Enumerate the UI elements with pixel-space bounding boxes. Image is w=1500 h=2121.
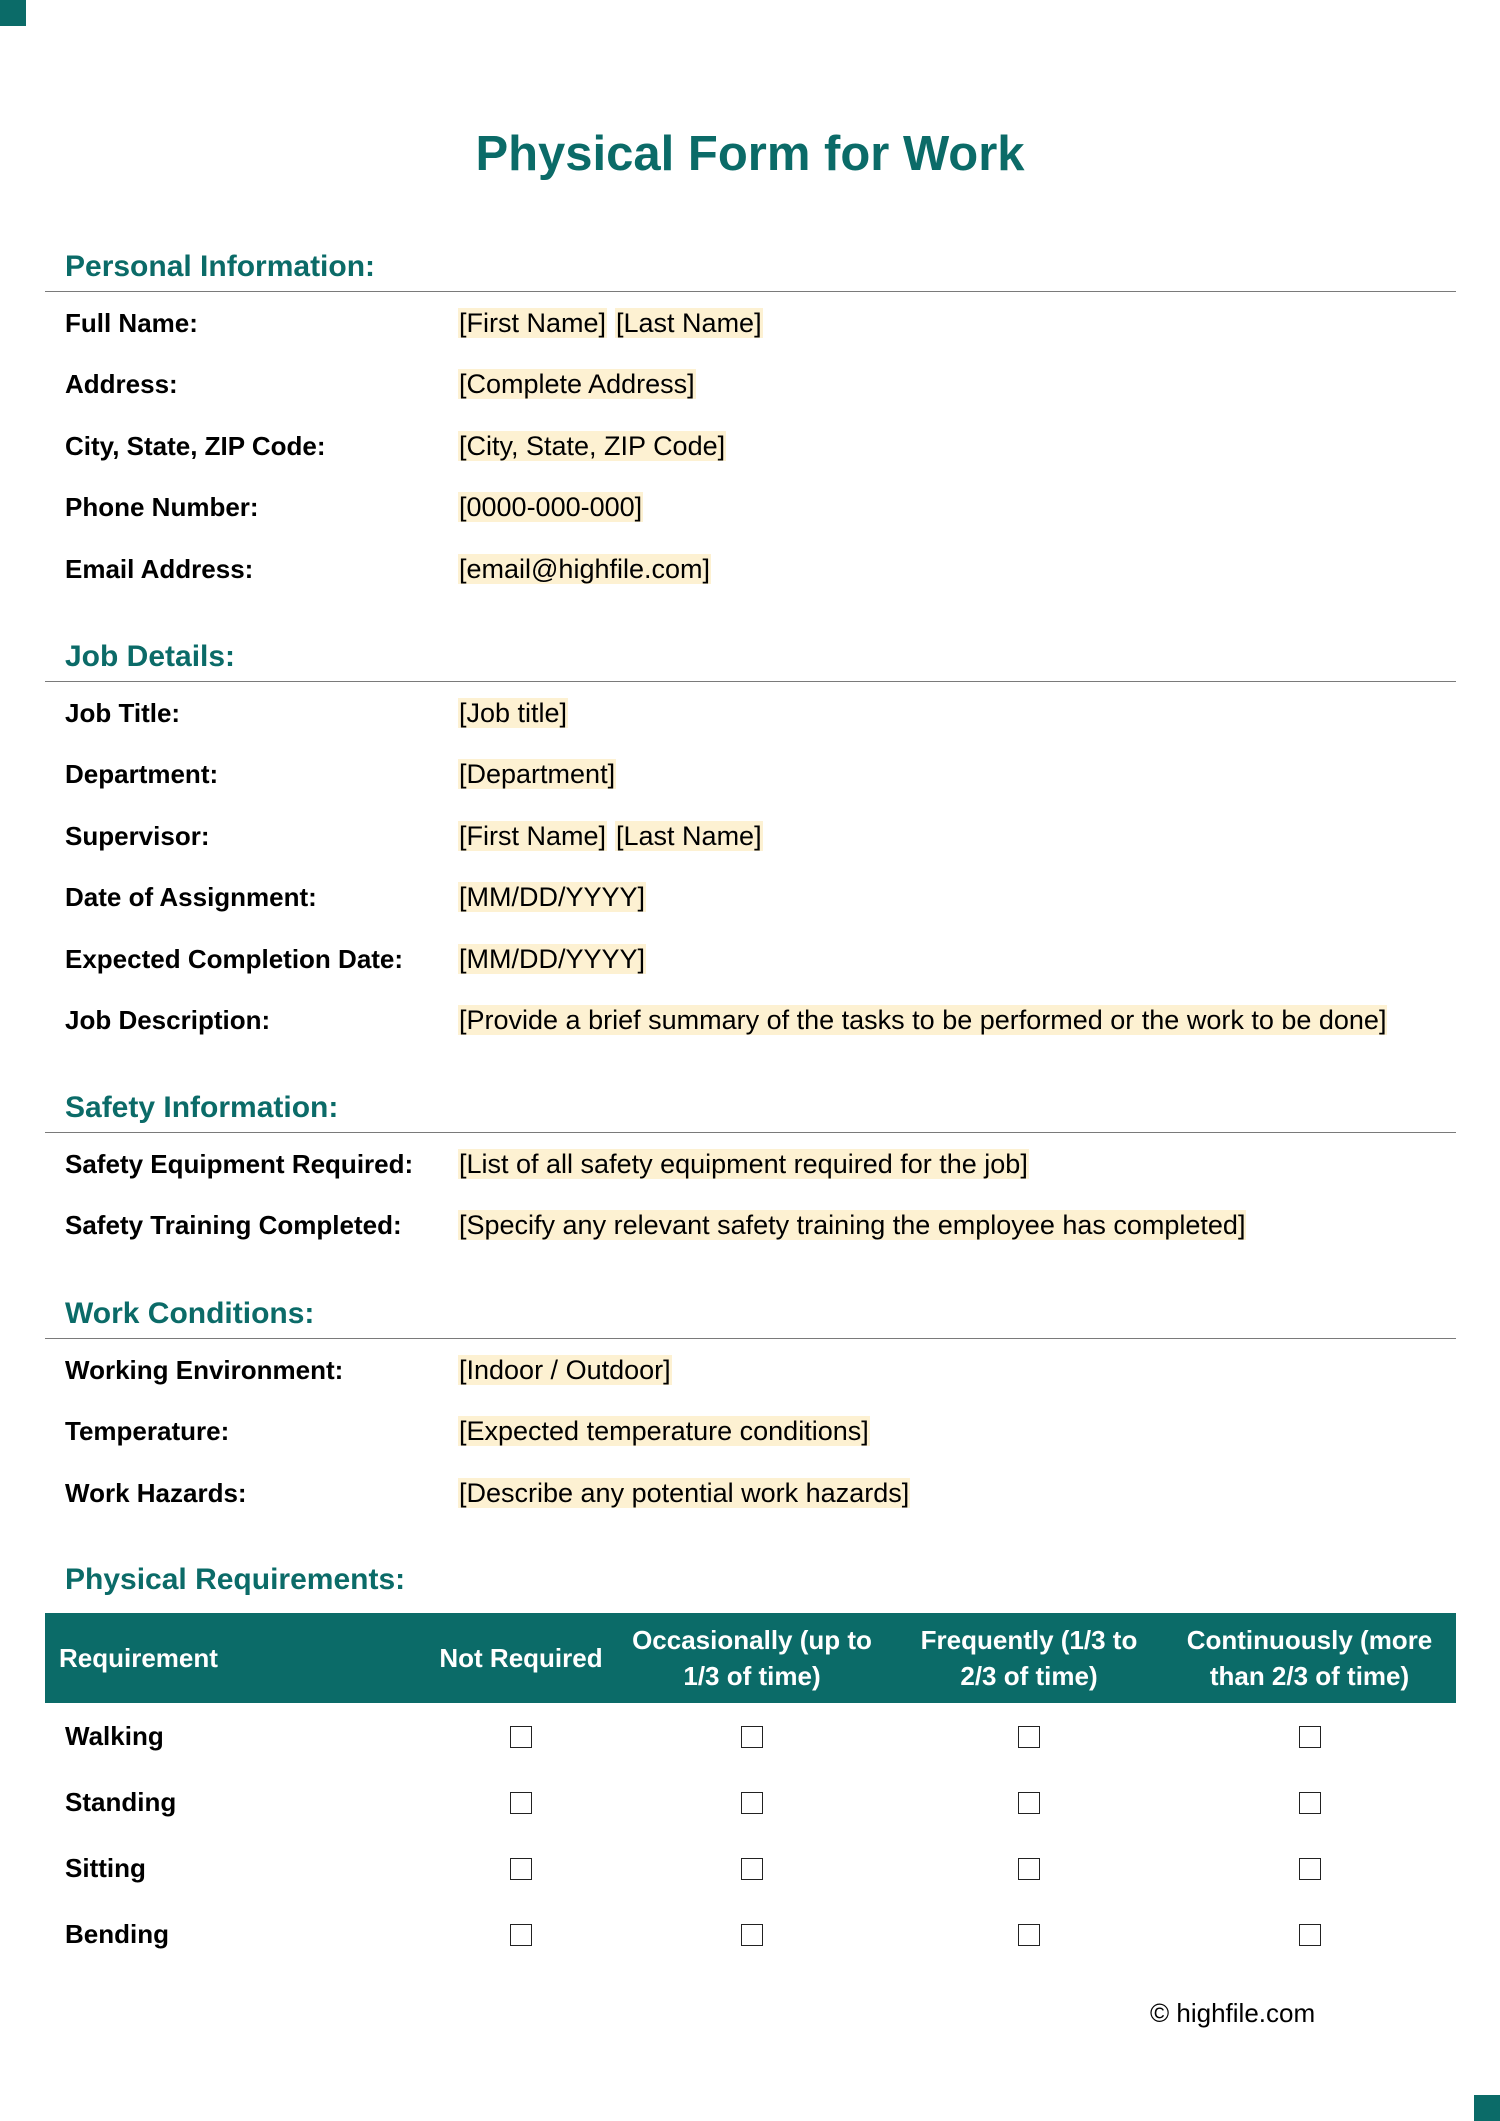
requirement-name: Walking xyxy=(65,1720,164,1751)
section-heading: Work Conditions: xyxy=(45,1290,1456,1339)
table-row xyxy=(45,1901,1456,1967)
safety-training-field[interactable]: [Specify any relevant safety training the employee has completed] xyxy=(459,1210,1246,1241)
job-description-field[interactable]: [Provide a brief summary of the tasks to be performed or the work to be done] xyxy=(459,1004,1387,1035)
field-supervisor xyxy=(45,805,1456,866)
physical-requirements-table xyxy=(45,1613,1456,1967)
requirement-name: Standing xyxy=(65,1786,177,1817)
working-environment-field[interactable]: [Indoor / Outdoor] xyxy=(459,1355,671,1385)
field-job-description xyxy=(45,989,1456,1050)
checkbox-walking-not-required[interactable] xyxy=(510,1726,532,1748)
field-label: Job Title: xyxy=(65,698,181,728)
field-city-state-zip xyxy=(45,415,1456,476)
work-hazards-field[interactable]: [Describe any potential work hazards] xyxy=(459,1477,910,1508)
phone-field[interactable]: [0000-000-000] xyxy=(459,492,643,523)
page-title: Physical Form for Work xyxy=(475,127,1025,181)
field-temperature xyxy=(45,1400,1456,1461)
first-name-field[interactable]: [First Name] xyxy=(459,308,607,338)
department-field[interactable]: [Department] xyxy=(459,759,616,790)
checkbox-standing-occasionally[interactable] xyxy=(741,1792,763,1814)
checkbox-walking-frequently[interactable] xyxy=(1018,1726,1040,1748)
section-work-conditions xyxy=(45,1290,1456,1523)
job-title-field[interactable]: [Job title] xyxy=(459,698,568,728)
assignment-date-field[interactable]: [MM/DD/YYYY] xyxy=(459,882,646,913)
checkbox-bending-occasionally[interactable] xyxy=(741,1924,763,1946)
table-row xyxy=(45,1703,1456,1769)
section-heading: Safety Information: xyxy=(45,1084,1456,1133)
field-department xyxy=(45,743,1456,804)
field-job-title xyxy=(45,682,1456,743)
checkbox-bending-continuously[interactable] xyxy=(1299,1924,1321,1946)
field-work-hazards xyxy=(45,1462,1456,1523)
column-header-occasionally: Occasionally (up to 1/3 of time) xyxy=(609,1613,895,1703)
checkbox-sitting-continuously[interactable] xyxy=(1299,1858,1321,1880)
table-row xyxy=(45,1769,1456,1835)
last-name-field[interactable]: [Last Name] xyxy=(616,308,762,338)
safety-equipment-field[interactable]: [List of all safety equipment required for the job] xyxy=(459,1149,1028,1179)
checkbox-walking-occasionally[interactable] xyxy=(741,1726,763,1748)
field-working-environment xyxy=(45,1339,1456,1400)
email-field[interactable]: [email@highfile.com] xyxy=(459,553,711,584)
field-label: City, State, ZIP Code: xyxy=(65,430,326,461)
requirement-name: Sitting xyxy=(65,1852,146,1883)
field-phone xyxy=(45,476,1456,537)
section-job-details xyxy=(45,633,1456,1050)
checkbox-standing-not-required[interactable] xyxy=(510,1792,532,1814)
column-header-frequently: Frequently (1/3 to 2/3 of time) xyxy=(895,1613,1163,1703)
field-label: Department: xyxy=(65,759,219,790)
temperature-field[interactable]: [Expected temperature conditions] xyxy=(459,1416,869,1447)
section-heading: Physical Requirements: xyxy=(65,1563,406,1596)
table-row xyxy=(45,1835,1456,1901)
section-heading: Personal Information: xyxy=(45,243,1456,292)
field-label: Full Name: xyxy=(65,308,198,338)
field-label: Safety Equipment Required: xyxy=(65,1149,414,1179)
checkbox-sitting-occasionally[interactable] xyxy=(741,1858,763,1880)
field-address xyxy=(45,353,1456,414)
field-label: Date of Assignment: xyxy=(65,882,317,913)
checkbox-bending-not-required[interactable] xyxy=(510,1924,532,1946)
field-label: Temperature: xyxy=(65,1416,230,1447)
checkbox-standing-continuously[interactable] xyxy=(1299,1792,1321,1814)
city-state-zip-field[interactable]: [City, State, ZIP Code] xyxy=(459,430,726,461)
table-header-row xyxy=(45,1613,1456,1703)
corner-accent-top-left xyxy=(0,0,26,26)
field-label: Safety Training Completed: xyxy=(65,1210,402,1241)
checkbox-sitting-not-required[interactable] xyxy=(510,1858,532,1880)
column-header-requirement: Requirement xyxy=(45,1613,433,1703)
field-safety-training xyxy=(45,1194,1456,1255)
address-field[interactable]: [Complete Address] xyxy=(459,369,695,400)
column-header-not-required: Not Required xyxy=(433,1613,609,1703)
field-label: Work Hazards: xyxy=(65,1477,247,1508)
column-header-continuously: Continuously (more than 2/3 of time) xyxy=(1163,1613,1456,1703)
field-label: Expected Completion Date: xyxy=(65,943,404,974)
completion-date-field[interactable]: [MM/DD/YYYY] xyxy=(459,943,646,974)
field-label: Phone Number: xyxy=(65,492,259,523)
field-safety-equipment xyxy=(45,1133,1456,1194)
requirement-name: Bending xyxy=(65,1918,169,1949)
section-physical-requirements xyxy=(45,1556,1456,1604)
field-label: Address: xyxy=(65,369,178,400)
field-label: Email Address: xyxy=(65,553,254,584)
checkbox-walking-continuously[interactable] xyxy=(1299,1726,1321,1748)
field-label: Supervisor: xyxy=(65,820,210,851)
field-full-name xyxy=(45,292,1456,353)
field-label: Job Description: xyxy=(65,1004,271,1035)
section-safety-information xyxy=(45,1084,1456,1256)
section-personal-information xyxy=(45,243,1456,599)
field-date-of-assignment xyxy=(45,866,1456,927)
field-email xyxy=(45,538,1456,599)
field-label: Working Environment: xyxy=(65,1355,344,1385)
section-heading: Job Details: xyxy=(45,633,1456,682)
checkbox-sitting-frequently[interactable] xyxy=(1018,1858,1040,1880)
checkbox-standing-frequently[interactable] xyxy=(1018,1792,1040,1814)
checkbox-bending-frequently[interactable] xyxy=(1018,1924,1040,1946)
corner-accent-bottom-right xyxy=(1474,2095,1500,2121)
supervisor-first-name-field[interactable]: [First Name] xyxy=(459,820,607,851)
field-expected-completion-date xyxy=(45,928,1456,989)
supervisor-last-name-field[interactable]: [Last Name] xyxy=(616,820,762,851)
footer-copyright: © highfile.com xyxy=(1150,1998,1316,2028)
